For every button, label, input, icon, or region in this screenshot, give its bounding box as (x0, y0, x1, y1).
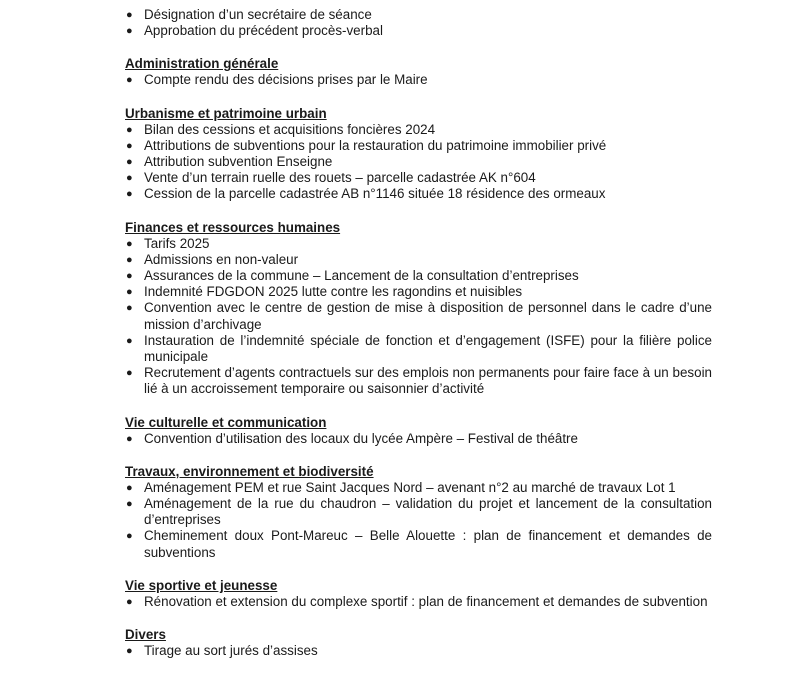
list-item: ● Recrutement d’agents contractuels sur des emplois non permanents pour faire face à un besoin lié à un accroissement temporaire ou saisonnier d’activité (126, 365, 712, 397)
list-item: ● Bilan des cessions et acquisitions foncières 2024 (126, 121, 436, 137)
bullet-icon: ● (126, 432, 133, 445)
bullet-icon: ● (126, 481, 133, 494)
list-item: ● Compte rendu des décisions prises par le Maire (126, 72, 428, 88)
list-item: ● Cheminement doux Pont-Mareuc – Belle Alouette : plan de financement et demandes de subventions (126, 528, 712, 560)
list-item: ● Désignation d’un secrétaire de séance (126, 7, 372, 22)
list-item: ● Rénovation et extension du complexe sportif : plan de financement et demandes de subvention (126, 593, 708, 609)
list-item: ● Tarifs 2025 (126, 235, 210, 251)
bullet-icon: ● (126, 139, 133, 152)
list-item: ● Assurances de la commune – Lancement de la consultation d’entreprises (126, 268, 579, 284)
bullet-icon: ● (126, 530, 133, 543)
section-title: Urbanisme et patrimoine urbain (125, 105, 327, 121)
item-list (125, 122, 712, 203)
bullet-icon: ● (126, 237, 133, 250)
bullet-icon: ● (126, 74, 133, 87)
bullet-icon: ● (126, 172, 133, 185)
bullet-icon: ● (126, 334, 133, 347)
list-item: ● Approbation du précédent procès-verbal (126, 23, 383, 39)
list-item: ● Cession de la parcelle cadastrée AB n°1146 située 18 résidence des ormeaux (126, 186, 606, 202)
bullet-icon: ● (126, 595, 133, 608)
list-item: ● Admissions en non-valeur (126, 251, 299, 267)
bullet-icon: ● (126, 156, 133, 169)
bullet-icon: ● (126, 123, 133, 136)
item-list (125, 431, 712, 447)
bullet-icon: ● (126, 270, 133, 283)
bullet-icon: ● (126, 25, 133, 38)
bullet-icon: ● (126, 302, 133, 315)
list-item: ● Convention d’utilisation des locaux du lycée Ampère – Festival de théâtre (126, 430, 578, 446)
section-divers (125, 627, 712, 659)
list-item: ● Attributions de subventions pour la restauration du patrimoine immobilier privé (126, 137, 607, 153)
section-title: Finances et ressources humaines (125, 219, 341, 235)
bullet-icon: ● (126, 253, 133, 266)
section-vie-culturelle (125, 415, 712, 447)
item-list (125, 480, 712, 561)
bullet-icon: ● (126, 498, 133, 511)
section-urbanisme (125, 106, 712, 203)
list-item: ● Tirage au sort jurés d’assises (126, 643, 318, 659)
section-travaux (125, 464, 712, 561)
bullet-icon: ● (126, 286, 133, 299)
item-list (125, 72, 712, 88)
section-opening (125, 7, 712, 39)
section-title: Vie sportive et jeunesse (125, 577, 278, 593)
section-title: Divers (125, 627, 166, 643)
list-item: ● Convention avec le centre de gestion de mise à disposition de personnel dans le cadre d’une mission d’archivage (126, 300, 712, 332)
item-list (125, 7, 712, 39)
list-item: ● Aménagement PEM et rue Saint Jacques Nord – avenant n°2 au marché de travaux Lot 1 (126, 479, 676, 495)
bullet-icon: ● (126, 188, 133, 201)
list-item: ● Vente d’un terrain ruelle des rouets – parcelle cadastrée AK n°604 (126, 170, 536, 186)
bullet-icon: ● (126, 645, 133, 658)
section-title: Travaux, environnement et biodiversité (125, 463, 374, 479)
item-list (125, 594, 712, 610)
list-item: ● Attribution subvention Enseigne (126, 154, 333, 170)
list-item: ● Instauration de l’indemnité spéciale de fonction et d’engagement (ISFE) pour la filière police municipale (126, 332, 712, 365)
list-item: ● Aménagement de la rue du chaudron – validation du projet et lancement de la consultation d’entreprises (126, 496, 712, 528)
list-item: ● Indemnité FDGDON 2025 lutte contre les ragondins et nuisibles (126, 284, 523, 300)
bullet-icon: ● (126, 367, 133, 380)
section-finances (125, 220, 712, 398)
section-title: Administration générale (125, 56, 279, 72)
section-vie-sportive (125, 578, 712, 610)
section-administration (125, 56, 712, 88)
section-title: Vie culturelle et communication (125, 414, 327, 430)
item-list (125, 236, 712, 398)
bullet-icon: ● (126, 9, 133, 21)
item-list (125, 643, 712, 659)
